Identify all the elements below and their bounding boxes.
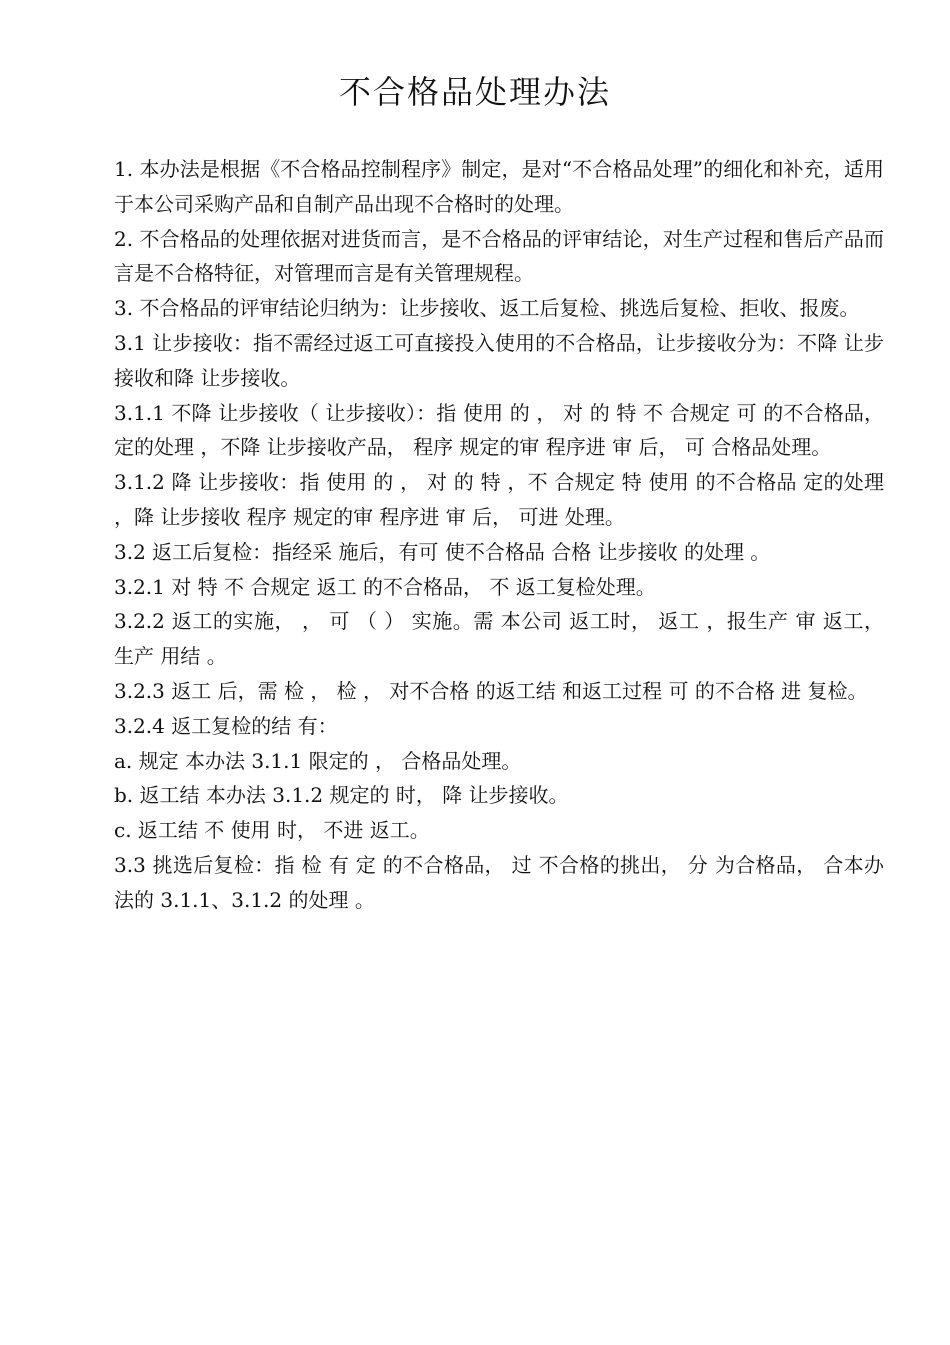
list-item-a: a. 规定 本办法 3.1.1 限定的 ， 合格品处理。 (114, 748, 522, 773)
page-title: 不合格品处理办法 (338, 73, 611, 111)
paragraph-3-2-4: 3.2.4 返工复检的结 有： (114, 713, 338, 738)
paragraph-3-1-2: 3.1.2 降 让步接收：指 使用 的 ， 对 的 特 ，不 合规定 特 使用 的不合格品 定的处理 ，降 让步接收 程序 规定的审 程序进 审 后， 可进 处理。 (114, 470, 884, 529)
paragraph-3: 3. 不合格品的评审结论归纳为：让步接收、返工后复检、挑选后复检、拒收、报废。 (114, 296, 860, 321)
paragraph-3-2-3: 3.2.3 返工 后，需 检 ， 检 ， 对不合格 的返工结 和返工过程 可 的不合格 进 复检。 (114, 678, 868, 703)
document-body (114, 152, 884, 918)
paragraph-3-2-2: 3.2.2 返工的实施， ， 可 （ ） 实施。需 本公司 返工时， 返工 ，报生产 审 返工， 生产 用结 。 (114, 609, 884, 669)
paragraph-3-3: 3.3 挑选后复检：指 检 有 定 的不合格品， 过 不合格的挑出， 分 为合格品， 合本办法的 3.1.1、3.1.2 的处理 。 (114, 852, 884, 912)
paragraph-3-1-1: 3.1.1 不降 让步接收（ 让步接收）：指 使用 的 ， 对 的 特 不 合规定 可 的不合格品， 定的处理 ，不降 让步接收产品， 程序 规定的审 程序进 审 后， 可 合格品处理。 (114, 400, 884, 460)
paragraph-3-2: 3.2 返工后复检：指经采 施后，有可 使不合格品 合格 让步接收 的处理 。 (114, 539, 771, 564)
list-item-b: b. 返工结 本办法 3.1.2 规定的 时， 降 让步接收。 (114, 783, 569, 808)
paragraph-3-1: 3.1 让步接收：指不需经过返工可直接投入使用的不合格品，让步接收分为：不降 让步接收和降 让步接收。 (114, 330, 884, 390)
paragraph-2: 2. 不合格品的处理依据对进货而言，是不合格品的评审结论，对生产过程和售后产品而言是不合格特征，对管理而言是有关管理规程。 (114, 226, 884, 286)
paragraph-3-2-1: 3.2.1 对 特 不 合规定 返工 的不合格品， 不 返工复检处理。 (114, 574, 656, 599)
list-item-c: c. 返工结 不 使用 时， 不进 返工。 (114, 818, 430, 843)
paragraph-1: 1. 本办法是根据《不合格品控制程序》制定，是对“不合格品处理”的细化和补充，适用于本公司采购产品和自制产品出现不合格时的处理。 (114, 157, 884, 216)
